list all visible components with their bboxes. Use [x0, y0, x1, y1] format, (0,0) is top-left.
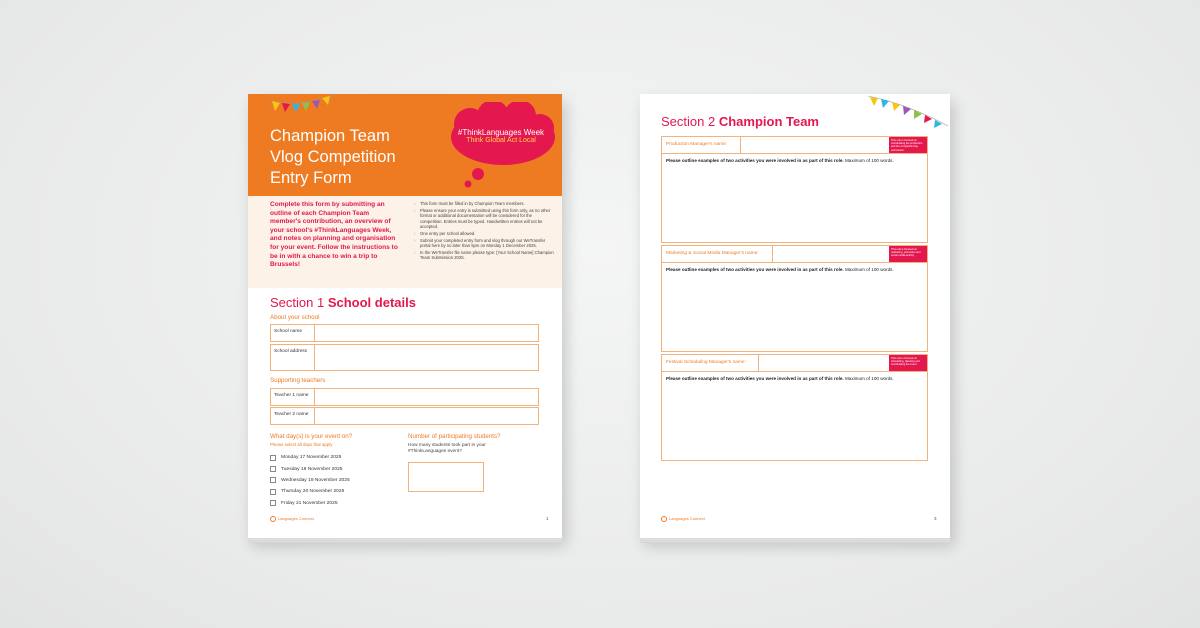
- checkbox[interactable]: [270, 477, 276, 483]
- role-answer-area[interactable]: Please outline examples of two activities you were involved in as part of this role. Maximum of 100 words.: [666, 267, 894, 272]
- section-1-title: Section 1 School details: [270, 295, 416, 310]
- students-question: How many students took part in your #ThinkLanguages event?: [408, 443, 486, 455]
- form-title: Champion Team Vlog Competition Entry Form: [270, 127, 396, 187]
- instructions-list: [414, 201, 554, 262]
- cloud-tagline: Think Global Act Local: [466, 137, 536, 144]
- checkbox[interactable]: [270, 466, 276, 472]
- days-hint: Please select all days that apply: [270, 442, 333, 447]
- form-page-1: [248, 94, 562, 538]
- teacher-1-label: Teacher 1 name: [271, 389, 315, 405]
- role-label: Production Manager's name:: [666, 142, 728, 147]
- role-label: Marketing & Social Media Manager's name:: [666, 251, 759, 256]
- students-heading: Number of participating students?: [408, 433, 501, 440]
- bunting-icon: [268, 94, 338, 112]
- days-checklist: [270, 452, 350, 509]
- role-box-marketing: [661, 245, 928, 352]
- role-label: Festival Scheduling Manager's name:: [666, 360, 746, 365]
- instruction-item: › In the WeTransfer file name please type: [Your School Name] Champion Team Submission 2025.: [414, 250, 554, 261]
- about-heading: About your school: [270, 314, 320, 321]
- role-box-production: [661, 136, 928, 243]
- role-box-festival: [661, 354, 928, 461]
- bunting-icon: [868, 94, 950, 134]
- teacher-1-field[interactable]: [270, 388, 539, 406]
- teacher-2-label: Teacher 2 name: [271, 408, 315, 424]
- checkbox[interactable]: [270, 489, 276, 495]
- days-heading: What day(s) is your event on?: [270, 433, 353, 440]
- thought-cloud-icon: [448, 102, 558, 192]
- role-answer-area[interactable]: Please outline examples of two activities you were involved in as part of this role. Maximum of 100 words.: [666, 376, 894, 381]
- instruction-item: › One entry per school allowed.: [414, 231, 554, 237]
- page-number: 3: [934, 516, 937, 521]
- day-option[interactable]: Friday 21 November 2025: [270, 498, 350, 509]
- role-answer-area[interactable]: Please outline examples of two activities you were involved in as part of this role. Maximum of 100 words.: [666, 158, 894, 163]
- logo-icon: [270, 516, 276, 522]
- intro-text: Complete this form by submitting an outline of each Champion Team member's contribution, an overview of your school's #ThinkLanguages Week, and notes on planning and organisation for your event. Follow the instructions to be in with a chance to win a trip to Brussels!: [270, 201, 398, 269]
- school-address-label: School address: [271, 345, 315, 370]
- cloud-hashtag: #ThinkLanguages Week: [457, 128, 545, 137]
- logo-icon: [661, 516, 667, 522]
- instruction-item: › Submit your completed entry form and vlog through our WeTransfer portal here by no later than 5pm on Monday 1 December 2025.: [414, 238, 554, 249]
- school-address-field[interactable]: [270, 344, 539, 371]
- page-number: 1: [546, 516, 549, 521]
- school-name-label: School name: [271, 325, 315, 341]
- section-2-title: Section 2 Champion Team: [661, 114, 819, 129]
- day-option[interactable]: Monday 17 November 2025: [270, 452, 350, 463]
- form-page-3: [640, 94, 950, 538]
- checkbox[interactable]: [270, 500, 276, 506]
- role-badge: This role is focused on marketing, promotion and social media activity.: [889, 246, 927, 262]
- students-count-input[interactable]: [408, 462, 484, 492]
- teachers-heading: Supporting teachers: [270, 377, 326, 384]
- role-badge: This role is focused on coordinating the production and the completed vlog submission.: [889, 137, 927, 153]
- school-name-field[interactable]: [270, 324, 539, 342]
- teacher-2-field[interactable]: [270, 407, 539, 425]
- instruction-item: › This form must be filled in by Champion Team members.: [414, 201, 554, 207]
- checkbox[interactable]: [270, 455, 276, 461]
- role-badge: This role is focused on scheduling, planning and coordinating the event.: [889, 355, 927, 371]
- instruction-item: › Please ensure your entry is submitted using this form only, as no other format or additional documentation will be considered for the competition. Entries must be typed. Handwritten entries will not be accepted.: [414, 208, 554, 230]
- languages-connect-logo: Languages Connect: [661, 516, 705, 522]
- day-option[interactable]: Wednesday 19 November 2025: [270, 475, 350, 486]
- languages-connect-logo: Languages Connect: [270, 516, 314, 522]
- day-option[interactable]: Tuesday 18 November 2025: [270, 463, 350, 474]
- day-option[interactable]: Thursday 20 November 2025: [270, 486, 350, 497]
